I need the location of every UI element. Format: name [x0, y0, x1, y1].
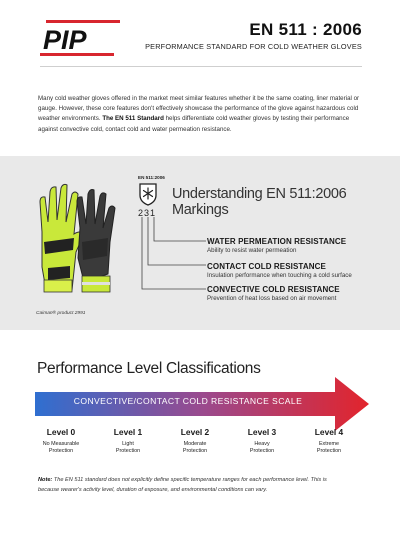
level-name: Level 3 — [247, 427, 277, 437]
marking-number: 231 — [138, 208, 157, 218]
markings-heading: Understanding EN 511:2006 Markings — [172, 186, 347, 218]
contact-cold-desc: Insulation performance when touching a cold surface — [207, 272, 352, 279]
level-name: Level 2 — [180, 427, 210, 437]
scale-label: CONVECTIVE/CONTACT COLD RESISTANCE SCALE — [73, 396, 303, 406]
level-name: Level 4 — [314, 427, 344, 437]
level-list — [30, 427, 360, 455]
note-paragraph — [38, 476, 338, 495]
level-desc: Protection — [48, 448, 74, 454]
level-desc: Moderate — [183, 441, 207, 447]
level-name: Level 1 — [113, 427, 143, 437]
intro-text-end: helps differentiate cold weather gloves by testing their performance against convective cold, contact cold and water permeation resistance. — [38, 115, 350, 133]
note-text: The EN 511 standard does not explicitly define specific temperature ranges for each performance level. This is because wearer's activity level, duration of exposure, and environmental conditions can vary. — [38, 477, 327, 493]
snowflake-shield-icon — [138, 182, 158, 206]
level-desc: Extreme — [318, 441, 340, 447]
intro-paragraph — [38, 94, 364, 135]
performance-title: Performance Level Classifications — [37, 360, 261, 377]
convective-cold-title: CONVECTIVE COLD RESISTANCE — [207, 285, 340, 294]
standard-subtitle: PERFORMANCE STANDARD FOR COLD WEATHER GLOVES — [145, 42, 362, 51]
product-caption: Caiman® product 2991 — [36, 311, 86, 316]
level-item — [164, 427, 226, 455]
level-desc: Protection — [316, 448, 342, 454]
water-permeation-title: WATER PERMEATION RESISTANCE — [207, 237, 347, 246]
marking-standard-label: EN 511:2006 — [138, 175, 165, 180]
intro-text: Many cold weather gloves offered in the market meet similar features whether it be the same coating, liner material or gauge. However, these core features don't effectively showcase the performance of the glove against hazardous cold weather environments. — [38, 95, 360, 123]
water-permeation-desc: Ability to resist water permeation — [207, 247, 297, 254]
intro-bold: The EN 511 Standard — [102, 115, 164, 123]
level-desc: No Measurable — [42, 441, 80, 447]
level-item — [30, 427, 92, 455]
glove-image — [30, 172, 125, 307]
contact-cold-title: CONTACT COLD RESISTANCE — [207, 262, 326, 271]
level-desc: Light — [122, 441, 134, 447]
level-desc: Protection — [249, 448, 275, 454]
level-name: Level 0 — [46, 427, 76, 437]
level-desc: Protection — [182, 448, 208, 454]
level-item — [97, 427, 159, 455]
marking-leader-lines — [130, 215, 210, 297]
level-item — [298, 427, 360, 455]
logo-text: PIP — [43, 25, 87, 55]
level-desc: Protection — [115, 448, 141, 454]
level-desc: Heavy — [254, 441, 270, 447]
standard-title: EN 511 : 2006 — [249, 20, 362, 39]
pip-logo — [40, 18, 122, 58]
note-label: Note: — [38, 477, 53, 483]
level-item — [231, 427, 293, 455]
header-divider — [40, 66, 362, 67]
convective-cold-desc: Prevention of heat loss based on air movement — [207, 295, 337, 302]
